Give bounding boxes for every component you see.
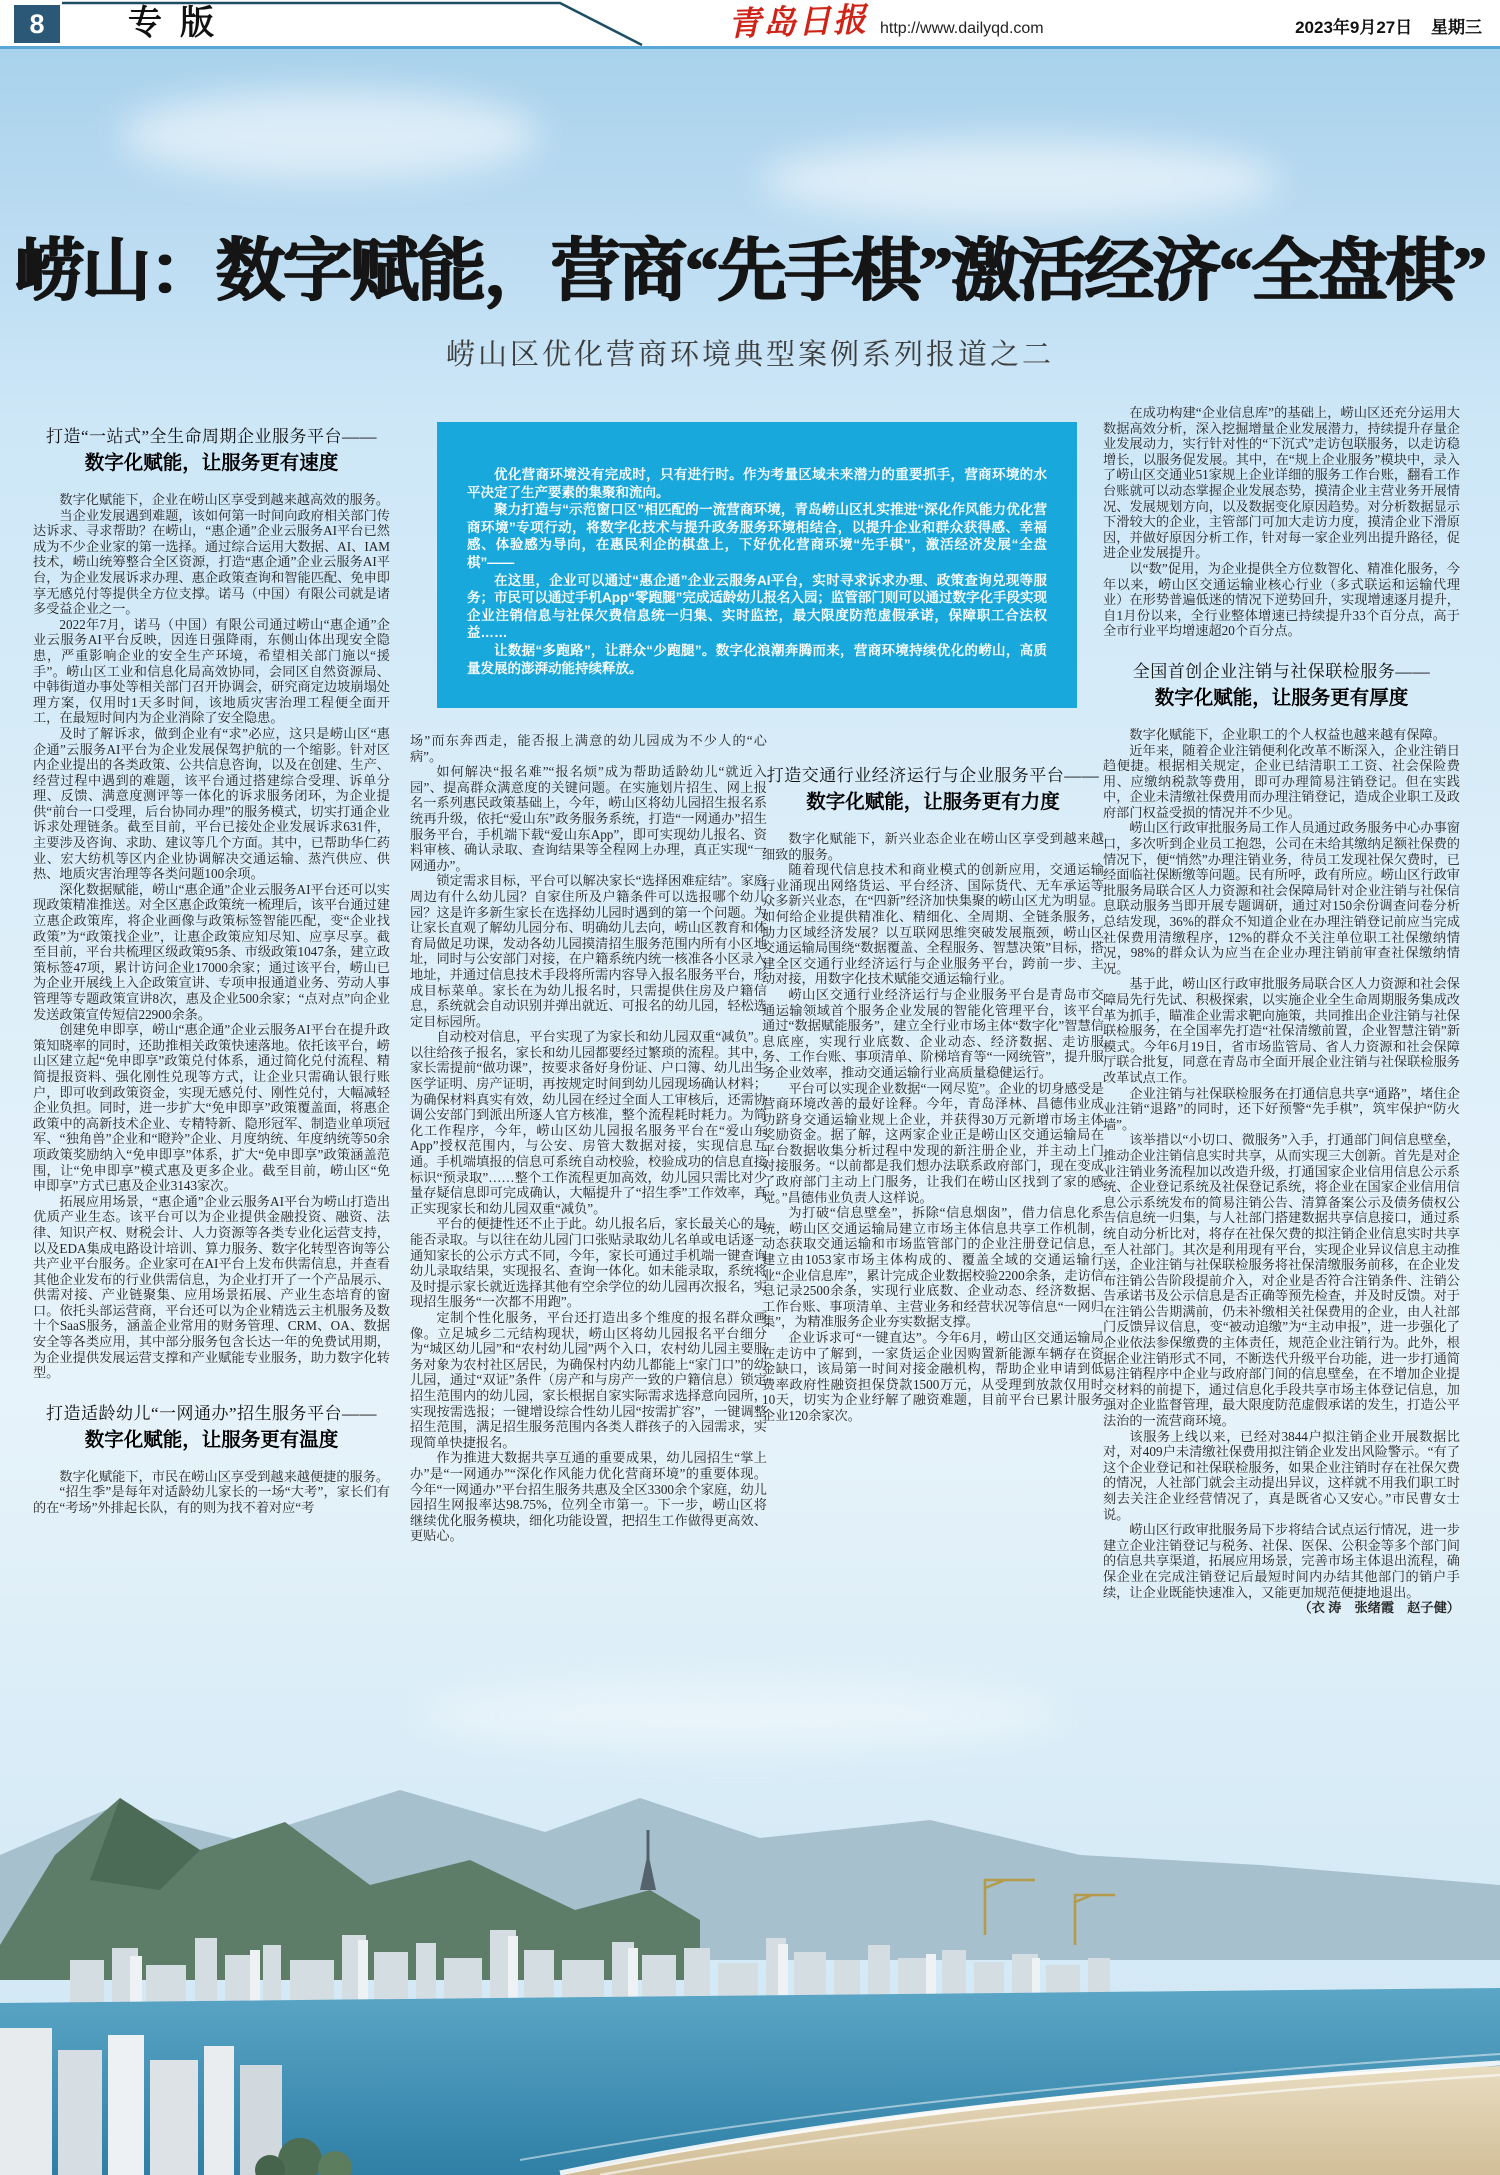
- article-paragraph: 随着现代信息技术和商业模式的创新应用，交通运输行业涌现出网络货运、平台经济、国际货代、无车承运等众多新兴业态，在“四新”经济加快集聚的崂山区尤为明显。如何给企业提供精准化、精细化、全周期、全链条服务，助力区域经济发展？以互联网思维突破发展瓶颈，崂山区交通运输局围绕“数据覆盖、全程服务、智慧决策”目标，搭建全区交通行业经济运行与企业服务平台，跨前一步、主动对接，用数字化技术赋能交通运输行业。: [762, 862, 1104, 987]
- article-paragraph: 崂山区交通行业经济运行与企业服务平台是青岛市交通运输领域首个服务企业发展的智能化管理平台，该平台通过“数据赋能服务”，建立全行业市场主体“数字化”智慧信息底座，实现行业底数、企业动态、经济数据、走访服务、工作台账、事项清单、阶梯培育等“一网统管”，提升服务企业效率，推动交通运输行业高质量稳健运行。: [762, 986, 1104, 1080]
- lede-paragraph: 让数据“多跑路”，让群众“少跑腿”。数字化浪潮奔腾而来，营商环境持续优化的崂山，高质量发展的澎湃动能持续释放。: [467, 642, 1047, 676]
- section-heading-title: 数字化赋能，让服务更有温度: [84, 1429, 339, 1451]
- sub-headline: 崂山区优化营商环境典型案例系列报道之二: [445, 339, 1054, 371]
- main-headline: 崂山：数字赋能，营商“先手棋”激活经济“全盘棋”: [15, 233, 1485, 309]
- article-column-4: [1103, 405, 1460, 1616]
- article-paragraph: 场”而东奔西走，能否报上满意的幼儿园成为不少人的“心病”。: [410, 733, 767, 764]
- lede-paragraph: 优化营商环境没有完成时，只有进行时。作为考量区域未来潜力的重要抓手，营商环境的水平决定了生产要素的集聚和流向。: [467, 467, 1047, 500]
- section-heading-kicker: 打造“一站式”全生命周期企业服务平台——: [45, 427, 378, 446]
- section-heading-title: 数字化赋能，让服务更有厚度: [1154, 687, 1409, 709]
- weekday: 星期三: [1431, 18, 1482, 37]
- article-paragraph: 深化数据赋能，崂山“惠企通”企业云服务AI平台还可以实现政策精准推送。对全区惠企政策统一梳理后，该平台通过建立惠企政策库，将企业画像与政策标签智能匹配，变“企业找政策”为“政策找企业”，让惠企政策应知尽知、应享尽享。截至目前，平台共梳理区级政策95条、市级政策1047条，建立政策标签47项，累计访问企业17000余家；通过该平台，崂山已为企业开展线上入企政策宣讲、专项申报通道业务、劳动人事管理等专题政策宣讲8次，惠及企业500余家；“点对点”向企业发送政策宣传短信22900余条。: [33, 881, 390, 1022]
- article-paragraph: 该服务上线以来，已经对3844户拟注销企业开展数据比对，对409户未清缴社保费用拟注销企业发出风险警示。“有了这个企业登记和社保联检服务，如果企业注销时存在社保欠费的情况，人社部门就会主动提出异议，这样就不用我们职工时刻去关注企业经营情况了，真是既省心又安心。”市民曹女士说。: [1103, 1428, 1460, 1522]
- article-column-3: [762, 763, 1104, 1424]
- article-paragraph: 如何解决“报名难”“报名烦”成为帮助适龄幼儿“就近入园”、提高群众满意度的关键问题。在实施划片招生、网上报名一系列惠民政策基础上，今年，崂山区将幼儿园招生报名系统再升级，依托“爱山东”政务服务系统，打造“一网通办”招生服务平台，手机端下载“爱山东App”，即可实现幼儿报名、资料审核、确认录取、查询结果等全程网上办理，真正实现“一网通办”。: [410, 764, 767, 873]
- article-paragraph: 数字化赋能下，市民在崂山区享受到越来越便捷的服务。: [59, 1468, 390, 1484]
- article-paragraph: 定制个性化服务，平台还打造出多个维度的报名群众画像。立足城乡二元结构现状，崂山区将幼儿园报名平台细分为“城区幼儿园”和“农村幼儿园”两个入口，农村幼儿园主要服务对象为农村社区居民，为确保村内幼儿都能上“家门口”的幼儿园，通过“双证”条件（房产和与房产一致的户籍信息）锁定招生范围内的幼儿园，家长根据自家实际需求选择意向园所，实现按需选报；一键增设综合性幼儿园“按需扩容”，一键调整招生范围，满足招生服务范围内各类人群孩子的入园需求，实现简单快捷报名。: [410, 1309, 767, 1450]
- article-column-2: [410, 733, 767, 1544]
- article-paragraph: 崂山区行政审批服务局下步将结合试点运行情况，进一步建立企业注销登记与税务、社保、医保、公积金等多个部门间的信息共享渠道，拓展应用场景，完善市场主体退出流程，确保企业在完成注销登记后最短时间内办结其他部门的销户手续，让企业既能快速准入，又能更加规范便捷地退出。 （衣 涛 张绪霞 赵子健）: [1103, 1522, 1460, 1616]
- article-paragraph: 2022年7月，诺马（中国）有限公司通过崂山“惠企通”企业云服务AI平台反映，因连日强降雨，东侧山体出现安全隐患，严重影响企业的安全生产环境，希望相关部门施以“援手”。崂山区工业和信息化局高效协同，会同区自然资源局、中韩街道办事处等相关部门召开协调会，研究商定边坡崩塌处理方案，仅用时1天多时间，该地质灾害治理工程便全面开工，在最短时间内为企业消除了安全隐患。: [33, 616, 390, 726]
- article-paragraph: 创建免申即享，崂山“惠企通”企业云服务AI平台在提升政策知晓率的同时，还助推相关政策快速落地。依托该平台，崂山区建立起“免申即享”政策兑付体系，通过简化兑付流程、精简提报资料、强化刚性兑现等方式，让企业只需确认银行账户，即可收到政策资金，实现无感兑付、刚性兑付，大幅减轻企业负担。同时，进一步扩大“免申即享”政策覆盖面，将惠企政策中的高新技术企业、专精特新、隐形冠军、制造业单项冠军、“独角兽”企业和“瞪羚”企业、月度纳统、年度纳统等50余项政策奖励纳入“免申即享”体系，扩大“免申即享”政策涵盖范围，让“免申即享”模式惠及更多企业。截至目前，崂山区“免申即享”方式已惠及企业3143家次。: [33, 1022, 390, 1194]
- article-paragraph: 数字化赋能下，新兴业态企业在崂山区享受到越来越细致的服务。: [762, 831, 1104, 862]
- article-paragraph: 该举措以“小切口、微服务”入手，打通部门间信息壁垒，推动企业注销信息实时共享，从而实现三大创新。首先是对企业注销业务流程加以改造升级，打通国家企业信用信息公示系统、企业登记系统及社保登记系统，将企业在国家企业信用信息公示系统发布的简易注销公告、清算备案公示及债务债权公告信息统一归集，与人社部门搭建数据共享信息接口，通过系统自动分析比对，将存在社保欠费的拟注销企业信息实时共享至人社部门。其次是利用现有平台，实现企业异议信息主动推送，企业注销与社保联检服务将社保清缴服务前移，在企业发布注销公告阶段提前介入，对企业是否符合注销条件、注销公告承诺书及公示信息是否正确等预先检查，并及时反馈。对于在注销公告期满前，仍未补缴相关社保费用的企业，由人社部门反馈异议信息，变“被动追缴”为“主动申报”，进一步强化了企业依法参保缴费的主体责任，规范企业注销行为。此外，根据企业注销形式不同，不断迭代升级平台功能，进一步打通简易注销程序中企业与政府部门间的信息壁垒，在不增加企业提交材料的前提下，通过信息化手段共享市场主体登记信息，加强对企业监督管理，最大限度防范虚假承诺的发生，打造公平法治的一流营商环境。: [1103, 1132, 1460, 1429]
- article-paragraph: 当企业发展遇到难题，该如何第一时间向政府相关部门传达诉求、寻求帮助？在崂山，“惠企通”企业云服务AI平台已然成为不少企业家的第一选择。通过综合运用大数据、AI、IAM技术，崂山统筹整合全区资源，打造“惠企通”企业云服务AI平台，为企业发展诉求办理、惠企政策查询和智能匹配、免申即享无感兑付等提供全方位支撑。诺马（中国）有限公司就是诸多受益企业之一。: [33, 507, 390, 617]
- section-heading-kicker: 全国首创企业注销与社保联检服务——: [1132, 661, 1431, 681]
- article-paragraph: 锁定需求目标，平台可以解决家长“选择困难症结”。家庭周边有什么幼儿园？自家住所及户籍条件可以选报哪个幼儿园？这是许多新生家长在选择幼儿园时遇到的第一个问题。为让家长直观了解幼儿园分布、明确幼儿去向，崂山区教育和体育局做足功课，发动各幼儿园摸清招生服务范围内所有小区地址，同时与公安部门对接，在户籍系统内统一核准各小区录入地址，并通过信息技术手段将所需内容导入报名服务平台，形成目标菜单。家长在为幼儿报名时，只需提供住房及户籍信息，系统就会自动识别并弹出就近、可报名的幼儿园，轻松选定目标园所。: [410, 873, 767, 1029]
- website-url: http://www.dailyqd.com: [880, 20, 1044, 37]
- lede-box: [437, 422, 1077, 708]
- article-paragraph: 作为推进大数据共享互通的重要成果，幼儿园招生“掌上办”是“一网通办”“深化作风能力优化营商环境”的重要体现。今年“一网通办”平台招生服务共惠及全区3300余个家庭，幼儿园招生网报率达98.75%，位列全市第一。下一步，崂山区将继续优化服务模块，细化功能设置，把招生工作做得更高效、更贴心。: [410, 1450, 767, 1544]
- masthead-logo: 青岛日报: [727, 2, 869, 44]
- lede-paragraph: 在这里，企业可以通过“惠企通”企业云服务AI平台，实时寻求诉求办理、政策查询兑现等服务；市民可以通过手机App“零跑腿”完成适龄幼儿报名入园；监管部门则可以通过数字化手段实现企业注销信息与社保欠费信息统一归集、实时监控，最大限度防范虚假承诺，保障职工合法权益……: [467, 572, 1047, 641]
- section-heading-kicker: 打造适龄幼儿“一网通办”招生服务平台——: [45, 1403, 378, 1423]
- section-heading-title: 数字化赋能，让服务更有力度: [806, 792, 1060, 813]
- cloud: [760, 140, 1280, 220]
- date: 2023年9月27日: [1295, 18, 1413, 37]
- lede-paragraph: 聚力打造与“示范窗口区”相匹配的一流营商环境，青岛崂山区扎实推进“深化作风能力优化营商环境”专项行动，将数字化技术与提升政务服务环境相结合，以提升企业和群众获得感、幸福感、体验感为导向，在惠民利企的棋盘上，下好优化营商环境“先手棋”，激活经济发展“全盘棋”——: [467, 502, 1047, 570]
- article-paragraph: “招生季”是每年对适龄幼儿家长的一场“大考”，家长们有的在“考场”外排起长队，有的则为找不着对应“考: [33, 1484, 390, 1516]
- section-heading-kicker: 打造交通行业经济运行与企业服务平台——: [766, 766, 1100, 785]
- article-paragraph: 为打破“信息壁垒”，拆除“信息烟囱”，借力信息化系统，崂山区交通运输局建立市场主体信息共享工作机制，动态获取交通运输和市场监管部门的企业注册登记信息，建立由1053家市场主体构成的、覆盖全域的交通运输行业“企业信息库”，累计完成企业数据校验2200余条，走访信息记录2500余条，实现行业底数、企业动态、经济数据、工作台账、事项清单、主营业务和经营状况等信息“一网归集”，为精准服务企业夯实数据支撑。: [762, 1205, 1104, 1330]
- section-heading: [33, 424, 390, 478]
- article-paragraph: 及时了解诉求，做到企业有“求”必应，这只是崂山区“惠企通”云服务AI平台为企业发展保驾护航的一个缩影。针对区内企业提出的各类政策、公共信息咨询，以及在创建、生产、经营过程中遇到的难题，该平台通过搭建综合受理、诉单分理、反馈、满意度测评等一体化的诉求服务闭环，为企业提供“前台一口受理，后台协同办理”的服务模式，切实打通企业诉求处理链条。截至目前，平台已接处企业发展诉求631件，主要涉及咨询、求助、建议等几个方面。其中，已帮助华仁药业、宏大纺机等区内企业协调解决交通运输、蒸汽供应、供热、地质灾害治理等各类问题100余项。: [33, 725, 390, 882]
- page-number: 8: [14, 5, 60, 43]
- article-paragraph: 基于此，崂山区行政审批服务局联合区人力资源和社会保障局先行先试、积极探索，以实施企业全生命周期服务集成改革为抓手，瞄准企业需求靶向施策，共同推出企业注销与社保联检服务，在全国率先打造“社保清缴前置，企业智慧注销”新模式。今年6月19日，省市场监管局、省人力资源和社会保障厅联合批复，同意在青岛市全面开展企业注销与社保联检服务改革试点工作。: [1103, 976, 1460, 1085]
- section-heading: [33, 1401, 390, 1455]
- article-paragraph: 崂山区行政审批服务局工作人员通过政务服务中心办事窗口，多次听到企业员工抱怨，公司在未给其缴纳足额社保费的情况下，便“悄然”办理注销业务，待员工发现社保欠费时，已经面临社保断缴等问题。民有所呼，政有所应。崂山区行政审批服务局联合区人力资源和社会保障局针对企业注销与社保信息联动服务当即开展专题调研，通过对150余份调查问卷分析总结发现，36%的群众不知道企业在办理注销登记前应当完成社保费用清缴程序，12%的群众不关注单位职工社保缴纳情况，98%的群众认为应当在企业办理注销前审查社保缴纳情况。: [1103, 820, 1460, 976]
- article-paragraph: 以“数”促用，为企业提供全方位数智化、精准化服务，今年以来，崂山区交通运输业核心行业（多式联运和运输代理业）在形势普遍低迷的情况下逆势回升，实现增速逐月提升，自1月份以来，全行业整体增速已持续提升33个百分点，高于全市行业平均增速超20个百分点。: [1103, 560, 1460, 639]
- coastal-panorama-photo: [0, 1760, 1500, 2175]
- article-paragraph: 平台可以实现企业数据“一网尽览”。企业的切身感受是营商环境改善的最好诠释。今年，青岛泽林、昌德伟业成功跻身交通运输业规上企业，并获得30万元新增市场主体奖励资金。据了解，这两家企业正是崂山区交通运输局在平台数据收集分析过程中发现的新注册企业，并主动上门对接服务。“以前都是我们想办法联系政府部门，现在变成了政府部门主动上门服务，让我们在崂山区找到了家的感觉。”昌德伟业负责人这样说。: [762, 1080, 1104, 1205]
- article-paragraph: 拓展应用场景，“惠企通”企业云服务AI平台为崂山打造出优质产业生态。该平台可以为企业提供金融投资、融资、法律、知识产权、财税会计、人力资源等各类专业化运营支持，以及EDA集成电路设计培训、算力服务、数字化转型咨询等公共产业平台服务。企业家可在AI平台上发布供需信息，并查看其他企业发布的行业供需信息，为企业打开了一个产品展示、供需对接、产业链聚集、应用场景拓展、产业生态培育的窗口。依托头部运营商，平台还可以为企业精选云主机服务及数十个SaaS服务，涵盖企业常用的财务管理、CRM、OA、数据安全等各类应用，其中部分服务包含长达一年的免费试用期，为企业提供发展运营支撑和产业赋能专业服务，助力数字化转型。: [33, 1193, 390, 1381]
- section-heading: [762, 763, 1104, 817]
- article-paragraph: 近年来，随着企业注销便利化改革不断深入，企业注销日趋便捷。根据相关规定，企业已结清职工工资、社会保险费用、应缴纳税款等费用，即可办理简易注销登记。但在实践中，企业未清缴社保费用而办理注销登记，造成企业职工及政府部门权益受损的情况并不少见。: [1103, 742, 1460, 820]
- section-heading: [1103, 659, 1460, 713]
- section-heading-title: 数字化赋能，让服务更有速度: [84, 453, 339, 474]
- article-paragraph: 数字化赋能下，企业职工的个人权益也越来越有保障。: [1129, 726, 1446, 742]
- article-paragraph: 企业注销与社保联检服务在打通信息共享“通路”，堵住企业注销“退路”的同时，还下好预警“先手棋”，筑牢保护“防火墙”。: [1103, 1085, 1460, 1132]
- dateline: [1281, 16, 1482, 40]
- article-paragraph: 数字化赋能下，企业在崂山区享受到越来越高效的服务。: [59, 492, 390, 507]
- article-column-1: [33, 424, 390, 1516]
- header-rule: [0, 46, 1500, 49]
- article-paragraph: 在成功构建“企业信息库”的基础上，崂山区还充分运用大数据高效分析，深入挖掘增量企业发展潜力，持续提升存量企业发展动力，实行针对性的“下沉式”走访包联服务，以走访稳增长，以服务促发展。其中，在“规上企业服务”模块中，录入了崂山区交通业51家规上企业详细的服务工作台账，翻看工作台账就可以动态掌握企业发展态势，摸清企业主营业务开展情况、发展规划方向，以及数据变化原因趋势。对分析数据显示下滑较大的企业，主管部门可加大走访力度，摸清企业下滑原因，并做好原因分析工作，针对每一家企业列出提升路径，促进企业发展提升。: [1103, 405, 1460, 561]
- cloud: [120, 90, 540, 180]
- article-paragraph: 平台的便捷性还不止于此。幼儿报名后，家长最关心的是能否录取。与以往在幼儿园门口张贴录取幼儿名单或电话逐一通知家长的公示方式不同，今年，家长可通过手机端一键查询幼儿录取结果，实现报名、查询一体化。如未能录取，系统将及时提示家长就近选择其他有空余学位的幼儿园再次报名，实现招生服务“一次都不用跑”。: [410, 1216, 767, 1310]
- page-header: [0, 0, 1500, 46]
- cloud: [420, 1680, 1060, 1750]
- byline: （衣 涛 张绪霞 赵子健）: [1298, 1600, 1460, 1616]
- article-paragraph: 企业诉求可“一键直达”。今年6月，崂山区交通运输局在走访中了解到，一家货运企业因购置新能源车辆存在资金缺口，该局第一时间对接金融机构，帮助企业申请到低费率政府性融资担保贷款1500万元，从受理到放款仅用时10天，切实为企业纾解了融资难题，目前平台已累计服务企业120余家次。: [762, 1330, 1104, 1423]
- article-paragraph: 自动校对信息，平台实现了为家长和幼儿园双重“减负”。以往给孩子报名，家长和幼儿园都要经过繁琐的流程。其中，家长需提前“做功课”，按要求备好身份证、户口簿、幼儿出生医学证明、房产证明，再按规定时间到幼儿园现场确认材料；为确保材料真实有效，幼儿园在经过全面人工审核后，还需协调公安部门到派出所逐人官方核准，整个流程耗时耗力。为简化工作程序，今年，崂山区幼儿园报名服务平台在“爱山东App”授权范围内，与公安、房管大数据对接，实现信息互通。手机端填报的信息可系统自动校验，校验成功的信息直接标识“预录取”……整个工作流程更加高效，幼儿园只需比对少量存疑信息即可完成确认，大幅提升了“招生季”工作效率，真正实现家长和幼儿园双重“减负”。: [410, 1029, 767, 1216]
- section-name: 专版: [128, 5, 232, 42]
